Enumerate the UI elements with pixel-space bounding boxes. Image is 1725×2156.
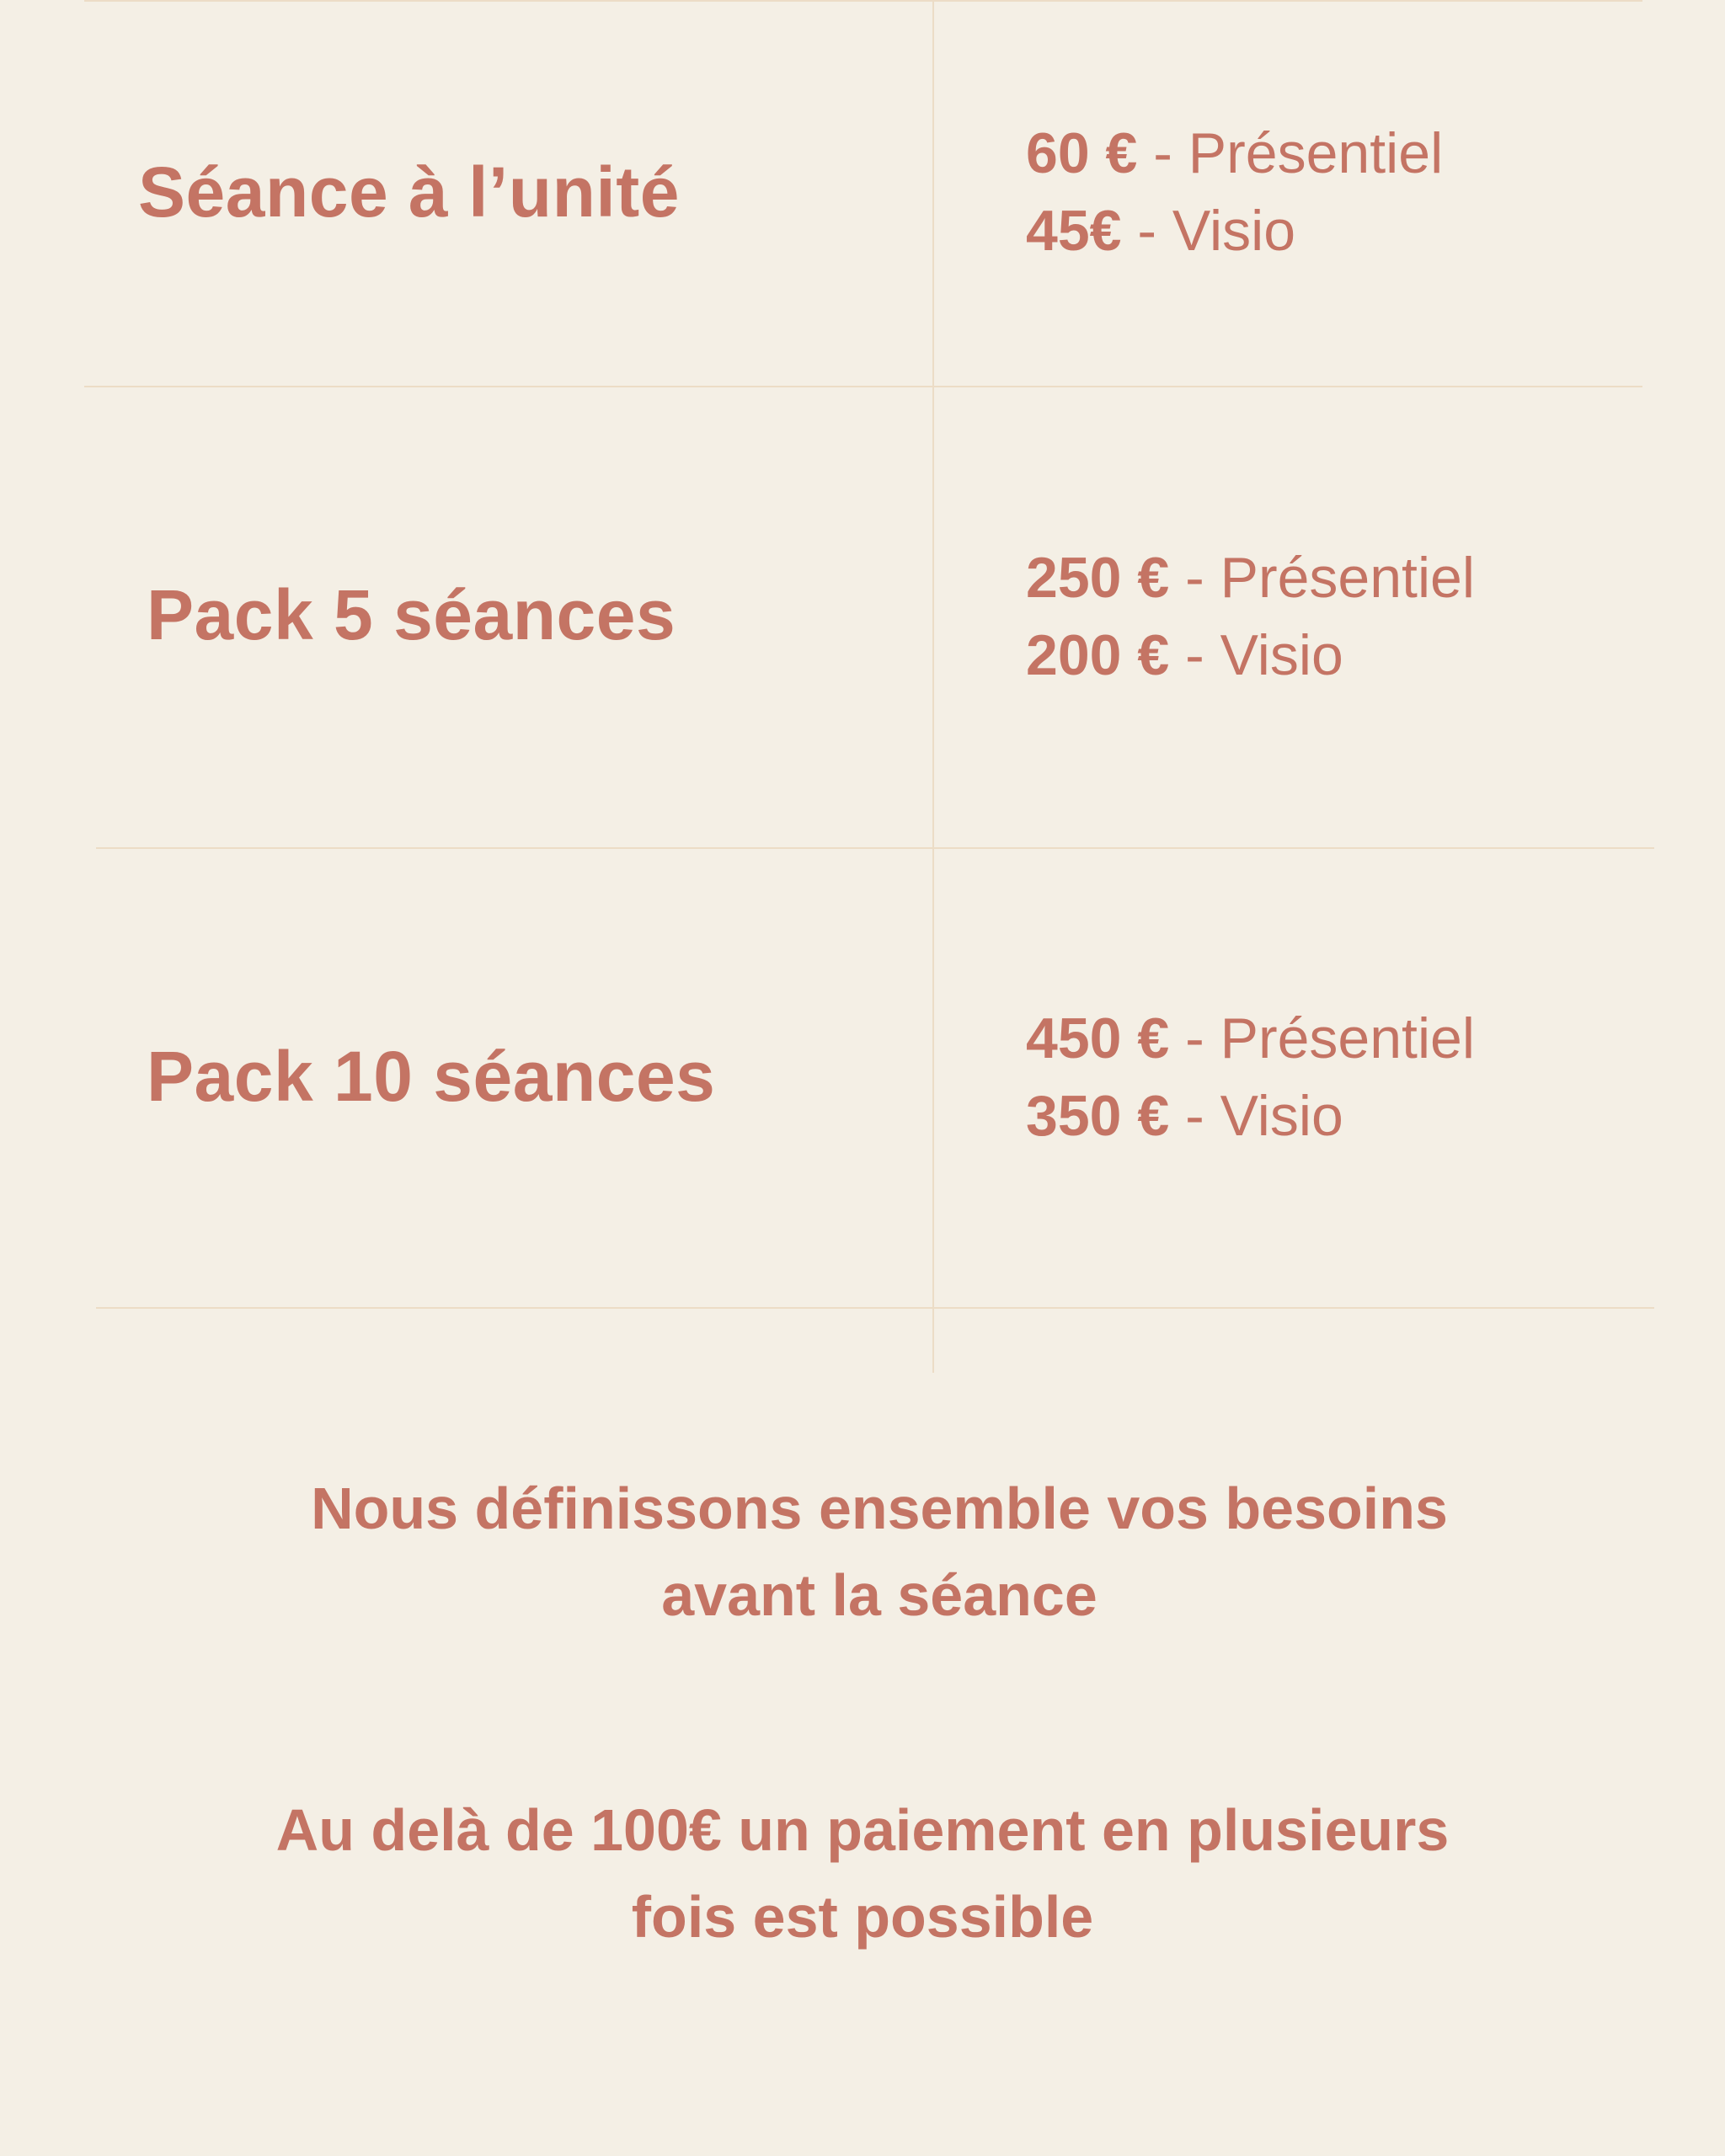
price-line-video: [1026, 1077, 1475, 1155]
price-mode: - Visio: [1169, 623, 1343, 687]
price-amount: 60 €: [1026, 121, 1138, 185]
price-amount: 200 €: [1026, 623, 1170, 687]
needs-note-line-2: avant la séance: [661, 1562, 1097, 1628]
row-divider: [96, 847, 1654, 849]
price-block-pack-5: [1026, 539, 1475, 694]
price-line-video: [1026, 192, 1443, 270]
row-divider: [84, 386, 1642, 387]
table-top-divider: [84, 0, 1642, 2]
price-mode: - Visio: [1121, 199, 1296, 263]
price-line-in-person: [1026, 1000, 1475, 1077]
price-line-in-person: [1026, 539, 1475, 616]
price-amount: 450 €: [1026, 1006, 1170, 1070]
payment-note-line-2: fois est possible: [631, 1884, 1094, 1950]
column-divider: [932, 0, 934, 1373]
price-block-pack-10: [1026, 1000, 1475, 1155]
price-mode: - Présentiel: [1169, 546, 1475, 610]
row-title-pack-5: Pack 5 séances: [147, 575, 676, 654]
price-block-single-session: [1026, 115, 1443, 270]
needs-note: [17, 1465, 1725, 1639]
price-mode: - Visio: [1169, 1084, 1343, 1148]
price-amount: 250 €: [1026, 546, 1170, 610]
price-line-in-person: [1026, 115, 1443, 192]
price-amount: 350 €: [1026, 1084, 1170, 1148]
row-divider: [96, 1307, 1654, 1309]
price-mode: - Présentiel: [1169, 1006, 1475, 1070]
row-title-pack-10: Pack 10 séances: [147, 1037, 716, 1116]
payment-note: [0, 1787, 1725, 1961]
needs-note-line-1: Nous définissons ensemble vos besoins: [311, 1476, 1448, 1541]
price-mode: - Présentiel: [1137, 121, 1444, 185]
price-line-video: [1026, 616, 1475, 694]
price-amount: 45€: [1026, 199, 1122, 263]
row-title-single-session: Séance à l’unité: [138, 152, 680, 232]
payment-note-line-1: Au delà de 100€ un paiement en plusieurs: [275, 1797, 1450, 1863]
